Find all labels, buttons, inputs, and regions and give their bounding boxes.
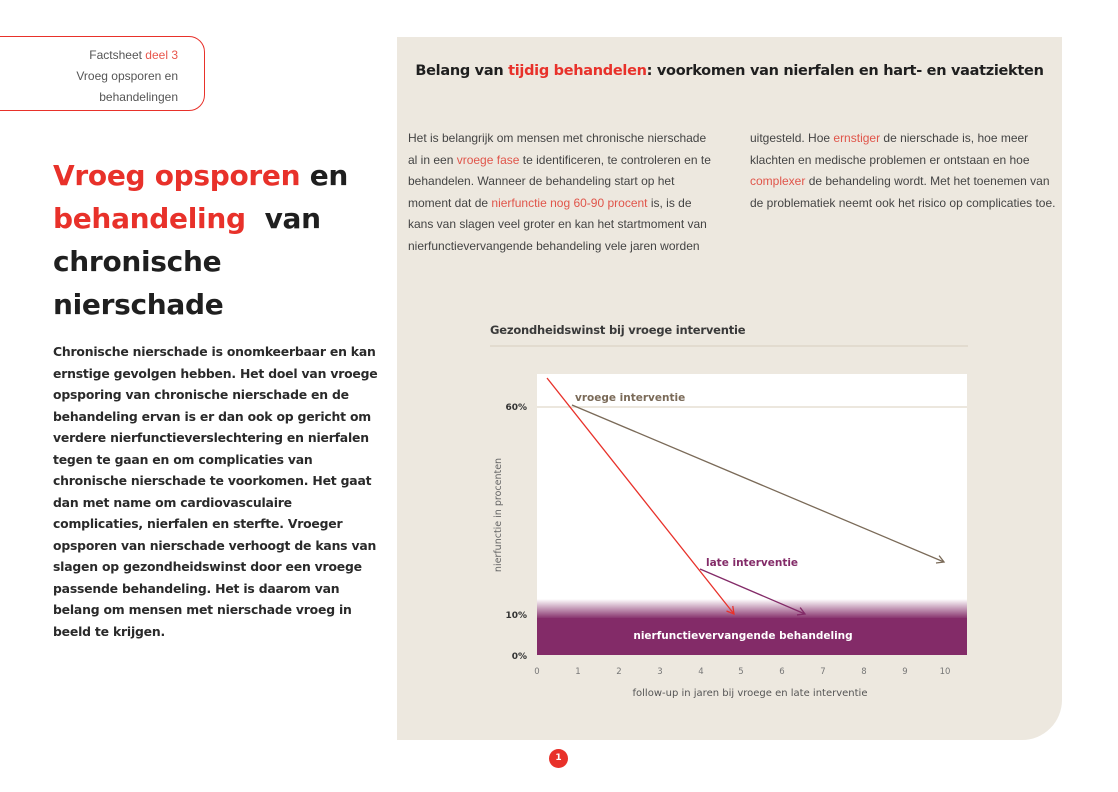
x-axis-ticks <box>534 667 950 677</box>
x-tick: 9 <box>902 667 908 677</box>
panel-text-left: Het is belangrijk om mensen met chronische nierschade al in een vroege fase te identificeren, te controleren en te behandelen. Wanneer de behandeling start op het moment dat de nierfunctie nog 60-90 procent is, is de kans van slagen veel groter en kan het startmoment van nierfunctievervangende behandeling vele jaren worden <box>408 131 711 253</box>
x-tick: 3 <box>657 667 663 677</box>
page-title: Vroeg opsporen en behandeling van chronische nierschade <box>53 159 349 321</box>
factsheet-line1: Factsheet deel 3 <box>89 48 178 62</box>
y-tick-0: 0% <box>511 652 527 662</box>
band-fade <box>537 599 967 619</box>
factsheet-line3: behandelingen <box>99 90 178 104</box>
factsheet-part: deel 3 <box>145 48 178 62</box>
intro-paragraph: Chronische nierschade is onomkeerbaar en kan ernstige gevolgen hebben. Het doel van vroege opsporing van chronische nierschade en de behandeling ervan is er dan ook op gericht om verdere nierfunctieverslechtering en nierfalen tegen te gaan en om complicaties van chronische nierschade te voorkomen. Het gaat dan met name om cardiovasculaire complicaties, nierfalen en sterfte. Vroeger opsporen van nierschade verhoogt de kans van slagen op gezondheidswinst door een vroege passende behandeling. Het is daarom van belang om mensen met nierschade vroeg in beeld te krijgen. <box>53 344 378 639</box>
x-tick: 4 <box>698 667 704 677</box>
x-tick: 6 <box>779 667 785 677</box>
x-tick: 5 <box>738 667 744 677</box>
late-intervention-label: late interventie <box>706 557 799 569</box>
panel-heading: Belang van tijdig behandelen: voorkomen van nierfalen en hart- en vaatziekten <box>415 63 1044 79</box>
page-number-badge: 1 <box>549 749 568 768</box>
y-tick-60: 60% <box>505 403 527 413</box>
factsheet-line2: Vroeg opsporen en <box>76 69 178 83</box>
y-tick-10: 10% <box>505 611 527 621</box>
early-intervention-label: vroege interventie <box>575 392 686 404</box>
x-axis-label: follow-up in jaren bij vroege en late interventie <box>632 688 868 699</box>
x-tick: 7 <box>820 667 826 677</box>
health-gain-chart <box>397 37 1062 740</box>
info-panel <box>397 37 1062 740</box>
x-tick: 8 <box>861 667 867 677</box>
band-label: nierfunctievervangende behandeling <box>633 630 853 642</box>
chart-title: Gezondheidswinst bij vroege interventie <box>490 323 968 347</box>
x-tick: 1 <box>575 667 581 677</box>
x-tick: 10 <box>939 667 951 677</box>
x-tick: 0 <box>534 667 540 677</box>
y-axis-label: nierfunctie in procenten <box>493 457 504 573</box>
x-tick: 2 <box>616 667 622 677</box>
panel-text-right: uitgesteld. Hoe ernstiger de nierschade is, hoe meer klachten en medische problemen er ontstaan en hoe complexer de behandeling wordt. Met het toenemen van de problematiek neemt ook het risico op complicaties toe. <box>750 131 1056 210</box>
factsheet-tag <box>0 36 205 111</box>
